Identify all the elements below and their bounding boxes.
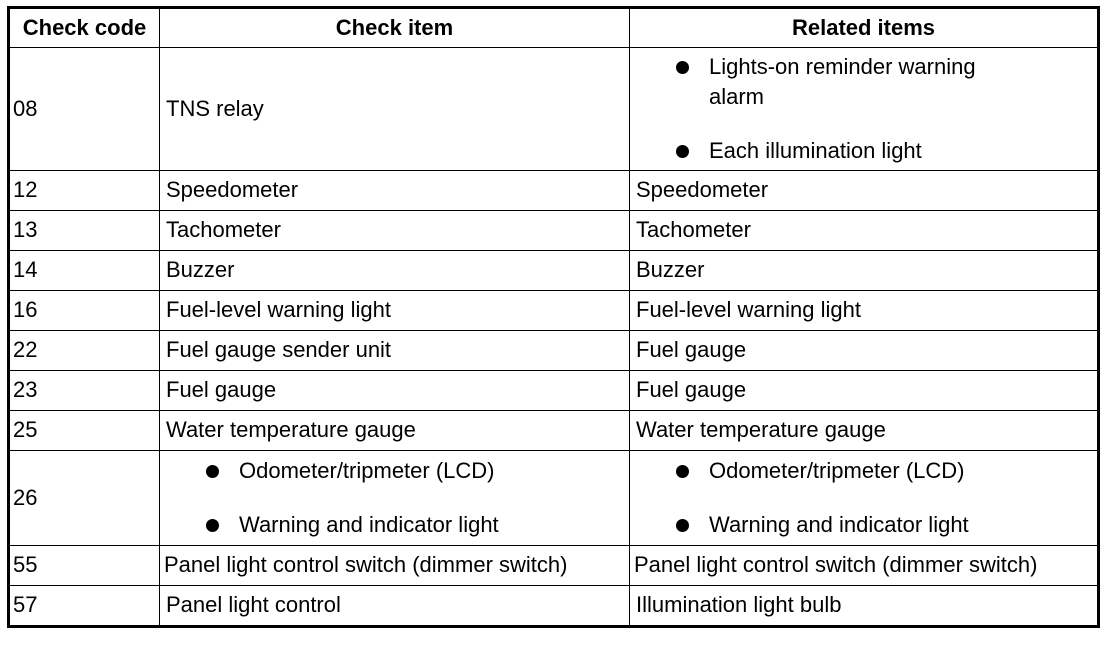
check-item-cell: Water temperature gauge	[160, 411, 630, 451]
check-item-cell: Panel light control	[160, 586, 630, 627]
related-items-cell	[630, 48, 1099, 171]
list-item-text: Odometer/tripmeter (LCD)	[239, 458, 495, 483]
list-item	[676, 136, 1093, 166]
table-row	[9, 331, 1099, 371]
bullet-icon	[676, 465, 689, 478]
list-item	[206, 456, 625, 486]
related-items-cell: Water temperature gauge	[630, 411, 1099, 451]
header-check-code: Check code	[9, 8, 160, 48]
table-row	[9, 546, 1099, 586]
table-row	[9, 211, 1099, 251]
check-code-cell: 57	[9, 586, 160, 627]
check-items-list	[166, 456, 625, 540]
list-item-text: Odometer/tripmeter (LCD)	[709, 458, 965, 483]
list-item-text: Warning and indicator light	[709, 512, 969, 537]
check-item-cell: Panel light control switch (dimmer switch)	[160, 546, 630, 586]
table-row	[9, 291, 1099, 331]
check-code-cell: 25	[9, 411, 160, 451]
check-item-cell: Tachometer	[160, 211, 630, 251]
table-row	[9, 251, 1099, 291]
related-items-list	[636, 52, 1093, 166]
list-item	[676, 52, 1019, 112]
check-code-cell: 26	[9, 451, 160, 546]
check-item-cell: Fuel-level warning light	[160, 291, 630, 331]
check-code-cell: 12	[9, 171, 160, 211]
bullet-icon	[676, 145, 689, 158]
table-row	[9, 171, 1099, 211]
bullet-icon	[676, 61, 689, 74]
bullet-icon	[206, 519, 219, 532]
check-code-cell: 13	[9, 211, 160, 251]
table-row	[9, 586, 1099, 627]
table-header	[9, 8, 1099, 48]
header-row	[9, 8, 1099, 48]
header-check-item: Check item	[160, 8, 630, 48]
list-item	[676, 510, 1093, 540]
check-code-cell: 08	[9, 48, 160, 171]
related-items-cell: Fuel gauge	[630, 371, 1099, 411]
check-item-cell: Fuel gauge sender unit	[160, 331, 630, 371]
check-code-table	[7, 6, 1100, 628]
related-items-cell: Fuel-level warning light	[630, 291, 1099, 331]
related-items-cell: Illumination light bulb	[630, 586, 1099, 627]
related-items-cell: Tachometer	[630, 211, 1099, 251]
list-item-text: Warning and indicator light	[239, 512, 499, 537]
check-item-cell: TNS relay	[160, 48, 630, 171]
check-item-cell: Fuel gauge	[160, 371, 630, 411]
list-item-text: Each illumination light	[709, 138, 922, 163]
list-item-text: Lights-on reminder warning alarm	[709, 54, 976, 109]
table-row	[9, 48, 1099, 171]
related-items-cell: Buzzer	[630, 251, 1099, 291]
related-items-cell: Speedometer	[630, 171, 1099, 211]
bullet-icon	[676, 519, 689, 532]
check-code-cell: 55	[9, 546, 160, 586]
check-code-cell: 16	[9, 291, 160, 331]
related-items-cell: Fuel gauge	[630, 331, 1099, 371]
check-item-cell: Buzzer	[160, 251, 630, 291]
check-code-cell: 14	[9, 251, 160, 291]
list-item	[206, 510, 625, 540]
check-code-cell: 22	[9, 331, 160, 371]
check-item-cell: Speedometer	[160, 171, 630, 211]
list-item	[676, 456, 1093, 486]
table-body	[9, 48, 1099, 627]
related-items-cell	[630, 451, 1099, 546]
check-item-cell	[160, 451, 630, 546]
table-row	[9, 451, 1099, 546]
related-items-list	[636, 456, 1093, 540]
header-related-items: Related items	[630, 8, 1099, 48]
bullet-icon	[206, 465, 219, 478]
check-code-cell: 23	[9, 371, 160, 411]
table-row	[9, 411, 1099, 451]
related-items-cell: Panel light control switch (dimmer switch)	[630, 546, 1099, 586]
table-row	[9, 371, 1099, 411]
